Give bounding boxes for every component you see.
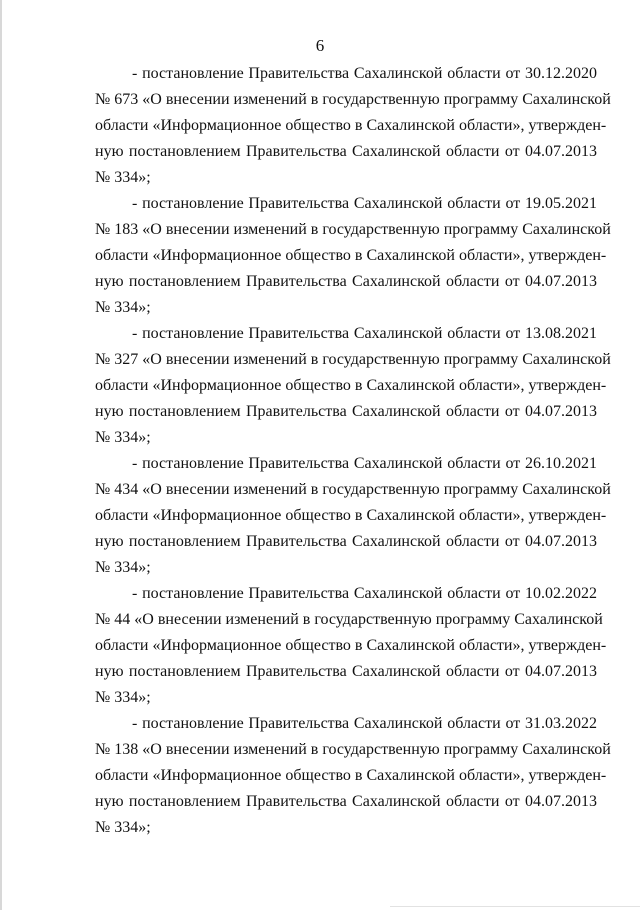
- list-item-line: области «Информационное общество в Сахалинской области», утвержден-: [95, 767, 607, 784]
- list-item-line: ную постановлением Правительства Сахалинской области от 04.07.2013: [95, 533, 597, 550]
- list-item-line: ную постановлением Правительства Сахалинской области от 04.07.2013: [95, 403, 597, 420]
- list-item-line: ную постановлением Правительства Сахалинской области от 04.07.2013: [95, 793, 597, 810]
- list-item-line: - постановление Правительства Сахалинской области от 30.12.2020: [132, 65, 597, 82]
- list-item-line: области «Информационное общество в Сахалинской области», утвержден-: [95, 507, 607, 524]
- list-item: [95, 581, 607, 711]
- list-item: [95, 191, 611, 321]
- list-item-line: области «Информационное общество в Сахалинской области», утвержден-: [95, 377, 607, 394]
- list-item-line: № 334»;: [95, 169, 151, 186]
- scan-bottom-mark: [390, 906, 640, 907]
- list-item-line: № 334»;: [95, 429, 151, 446]
- list-item: [95, 321, 611, 451]
- list-item-line: № 334»;: [95, 299, 151, 316]
- list-item-line: № 327 «О внесении изменений в государственную программу Сахалинской: [95, 351, 611, 368]
- list-item-line: ную постановлением Правительства Сахалинской области от 04.07.2013: [95, 663, 597, 680]
- list-item-line: - постановление Правительства Сахалинской области от 19.05.2021: [132, 195, 597, 212]
- decree-list: [95, 61, 611, 841]
- list-item-line: области «Информационное общество в Сахалинской области», утвержден-: [95, 637, 607, 654]
- list-item-line: № 434 «О внесении изменений в государственную программу Сахалинской: [95, 481, 611, 498]
- list-item-line: - постановление Правительства Сахалинской области от 26.10.2021: [132, 455, 597, 472]
- list-item-line: № 183 «О внесении изменений в государственную программу Сахалинской: [95, 221, 611, 238]
- list-item-line: ную постановлением Правительства Сахалинской области от 04.07.2013: [95, 273, 597, 290]
- list-item-line: № 138 «О внесении изменений в государственную программу Сахалинской: [95, 741, 611, 758]
- page-number: 6: [315, 36, 325, 55]
- list-item-line: - постановление Правительства Сахалинской области от 13.08.2021: [132, 325, 597, 342]
- list-item-line: - постановление Правительства Сахалинской области от 10.02.2022: [132, 585, 597, 602]
- list-item: [95, 451, 611, 581]
- list-item-line: № 44 «О внесении изменений в государственную программу Сахалинской: [95, 611, 603, 628]
- list-item-line: № 673 «О внесении изменений в государственную программу Сахалинской: [95, 91, 611, 108]
- scan-edge-mark: [0, 0, 2, 910]
- list-item: [95, 711, 611, 841]
- list-item-line: - постановление Правительства Сахалинской области от 31.03.2022: [132, 715, 597, 732]
- list-item-line: № 334»;: [95, 819, 151, 836]
- list-item-line: № 334»;: [95, 689, 151, 706]
- list-item-line: ную постановлением Правительства Сахалинской области от 04.07.2013: [95, 143, 597, 160]
- list-item-line: № 334»;: [95, 559, 151, 576]
- list-item-line: области «Информационное общество в Сахалинской области», утвержден-: [95, 247, 607, 264]
- list-item-line: области «Информационное общество в Сахалинской области», утвержден-: [95, 117, 607, 134]
- list-item: [95, 61, 611, 191]
